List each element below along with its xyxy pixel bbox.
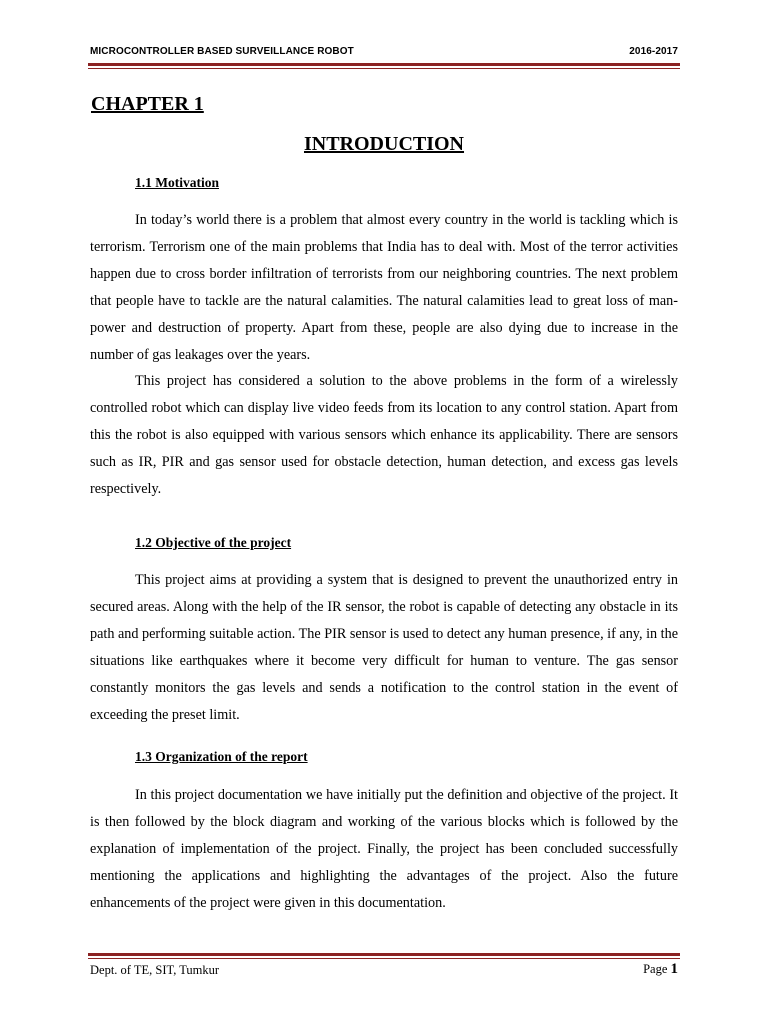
running-header	[88, 46, 680, 60]
header-rule-thin	[88, 68, 680, 69]
chapter-label: CHAPTER 1	[91, 93, 204, 115]
header-year: 2016-2017	[629, 46, 678, 57]
chapter-title: INTRODUCTION	[303, 133, 465, 155]
section-heading-objective: 1.2 Objective of the project	[135, 535, 292, 550]
header-title: MICROCONTROLLER BASED SURVEILLANCE ROBOT	[90, 46, 354, 57]
paragraph-motivation-2: This project has considered a solution to the above problems in the form of a wirelessly controlled robot which can display live video feeds from its location to any control station. Apart from this the robot is also equipped with various sensors which enhance its applicability. There are sensors such as IR, PIR and gas sensor used for obstacle detection, human detection, and excess gas levels respectively.	[90, 373, 678, 497]
footer-rule-thin	[88, 958, 680, 959]
footer-department: Dept. of TE, SIT, Tumkur	[90, 963, 220, 977]
section-heading-organization: 1.3 Organization of the report	[135, 749, 308, 764]
header-rule	[88, 63, 680, 66]
page-number: 1	[670, 961, 678, 977]
footer-rule	[88, 953, 680, 956]
section-heading-motivation: 1.1 Motivation	[135, 175, 219, 190]
paragraph-objective: This project aims at providing a system that is designed to prevent the unauthorized entry in secured areas. Along with the help of the IR sensor, the robot is capable of detecting any obstacle in its path and performing suitable action. The PIR sensor is used to detect any human presence, if any, in the situations like earthquakes where it become very difficult for human to venture. The gas sensor constantly monitors the gas levels and sends a notification to the control station in the event of exceeding the preset limit.	[90, 572, 678, 723]
paragraph-motivation-1: In today’s world there is a problem that almost every country in the world is tackling which is terrorism. Terrorism one of the main problems that India has to deal with. Most of the terror activities happen due to cross border infiltration of terrorists from our neighboring countries. The next problem that people have to tackle are the natural calamities. The natural calamities lead to great loss of man-power and destruction of property. Apart from these, people are also dying due to increase in the number of gas leakages over the years.	[90, 212, 678, 363]
footer-page	[643, 961, 678, 978]
page-label: Page	[643, 962, 668, 976]
paragraph-organization: In this project documentation we have initially put the definition and objective of the project. It is then followed by the block diagram and working of the various blocks which is followed by the explanation of implementation of the project. Finally, the project has been concluded successfully mentioning the applications and highlighting the advantages of the project. Also the future enhancements of the project were given in this documentation.	[90, 787, 678, 911]
